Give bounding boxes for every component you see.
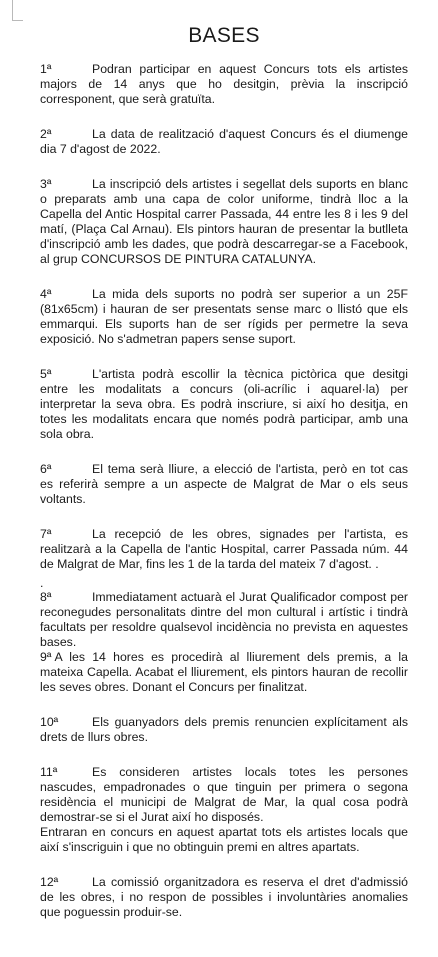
clause-number: 1ª xyxy=(40,62,52,76)
clause-12 xyxy=(40,875,408,920)
clause-text: Els guanyadors dels premis renuncien explícitament als drets de llurs obres. xyxy=(40,715,408,744)
clause-text: La data de realització d'aquest Concurs és el diumenge dia 7 d'agost de 2022. xyxy=(40,127,408,156)
clause-10 xyxy=(40,715,408,745)
clause-1 xyxy=(40,62,408,107)
page-corner-mark xyxy=(12,0,23,21)
stray-dot: . xyxy=(40,576,44,590)
clause-number: 8ª xyxy=(40,590,52,604)
clause-text: La recepció de les obres, signades per l'artista, es realitzarà a la Capella de l'antic Hospital, carrer Passada núm. 44 de Malgrat de Mar, fins les 1 de la tarda del mateix 7 d'agost. . xyxy=(40,527,408,571)
clause-number: 5ª xyxy=(40,367,52,381)
clause-text: Es consideren artistes locals totes les persones nascudes, empadronades o que tinguin per primera o segona residència el municipi de Malgrat de Mar, la qual cosa podrà demostrar-se si el Jurat així ho disposés. xyxy=(40,765,408,824)
clause-text: La mida dels suports no podrà ser superior a un 25F (81x65cm) i hauran de ser presentats sense marc o llistó que els emmarqui. Els suports han de ser rígids per permetre la seva exposició. No s'admetran papers sense suport. xyxy=(40,287,408,346)
clause-number: 9ª xyxy=(40,650,52,664)
clause-text: Immediatament actuarà el Jurat Qualificador compost per reconegudes personalitats dintre del mon cultural i artístic i tindrà facultats per resoldre qualsevol incidència no prevista en aquestes bases. xyxy=(40,590,408,649)
clause-number: 3ª xyxy=(40,177,52,191)
clause-text: La inscripció dels artistes i segellat dels suports en blanc o preparats amb una capa de color uniforme, tindrà lloc a la Capella del Antic Hospital carrer Passada, 44 entre les 8 i les 9 del matí, (Plaça Cal Arnau). Els pintors hauran de presentar la butlleta d'inscripció amb les dades, que podrà descarregar-se a Facebook, al grup CONCURSOS DE PINTURA CATALUNYA. xyxy=(40,177,408,266)
page-title: BASES xyxy=(188,24,260,47)
clause-4 xyxy=(40,287,408,347)
clause-text: Podran participar en aquest Concurs tots els artistes majors de 14 anys que ho desitgin, prèvia la inscripció corresponent, que serà gratuïta. xyxy=(40,62,408,106)
document-page xyxy=(40,24,408,940)
clause-8 xyxy=(40,590,408,650)
clause-text: Entraran en concurs en aquest apartat tots els artistes locals que així s'inscriguin i que no obtinguin premi en altres apartats. xyxy=(40,825,408,854)
clause-11-continuation xyxy=(40,825,408,855)
clause-number: 10ª xyxy=(40,715,59,729)
clause-number: 2ª xyxy=(40,127,52,141)
clause-7 xyxy=(40,527,408,572)
clause-text: La comissió organitzadora es reserva el dret d'admissió de les obres, i no respon de possibles i involuntàries anomalies que poguessin produir-se. xyxy=(40,875,408,919)
clause-number: 4ª xyxy=(40,287,52,301)
clause-text: A les 14 hores es procedirà al lliurement dels premis, a la mateixa Capella. Acabat el lliurement, els pintors hauran de recollir les seves obres. Donant el Concurs per finalitzat. xyxy=(40,650,408,694)
clause-9 xyxy=(40,650,408,695)
clause-5 xyxy=(40,367,408,442)
clause-11 xyxy=(40,765,408,825)
clause-3 xyxy=(40,177,408,267)
clause-2 xyxy=(40,127,408,157)
clause-number: 7ª xyxy=(40,527,52,541)
clause-number: 6ª xyxy=(40,462,52,476)
clause-text: El tema serà lliure, a elecció de l'artista, però en tot cas es referirà sempre a un aspecte de Malgrat de Mar o els seus voltants. xyxy=(40,462,408,506)
clause-number: 11ª xyxy=(40,765,58,779)
clause-6 xyxy=(40,462,408,507)
clause-text: L'artista podrà escollir la tècnica pictòrica que desitgi entre les modalitats a concurs (oli-acrílic i aquarel·la) per interpretar la seva obra. Es podrà inscriure, si així ho desitja, en totes les modalitats encara que només podrà participar, amb una sola obra. xyxy=(40,367,408,441)
clause-number: 12ª xyxy=(40,875,59,889)
